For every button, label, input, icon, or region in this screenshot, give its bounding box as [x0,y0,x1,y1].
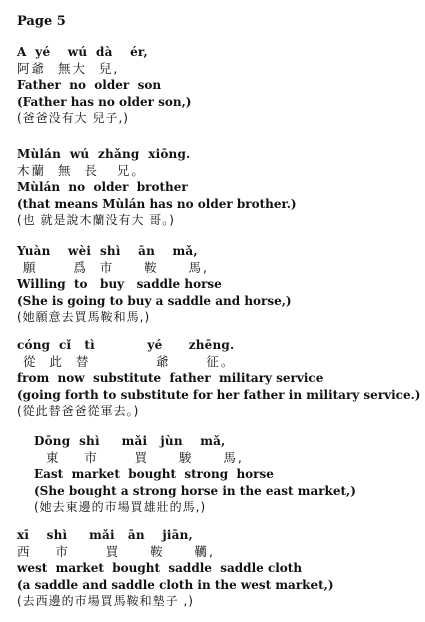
pinyin-line: Dōng shì mǎi jùn mǎ, [34,434,226,448]
chinese-paraphrase-line: (去西邊的市場買馬鞍和墊子 ,) [17,594,194,608]
hanzi-line: 東 市 買 駿 馬, [34,449,244,465]
chinese-paraphrase-line: (從此替爸爸從軍去。) [17,404,140,418]
translation-line: (She is going to buy a saddle and horse,) [17,293,292,308]
page-number: Page 5 [17,14,66,29]
pinyin-line: xī shì mǎi ān jiān, [17,528,193,542]
stanza-2 [17,146,417,229]
chinese-paraphrase-line: (也 就是說木蘭没有大 哥。) [17,213,175,227]
chinese-paraphrase-line: (她願意去買馬鞍和馬,) [17,310,151,324]
stanza-1 [17,44,417,127]
english-gloss-line: west market bought saddle saddle cloth [17,561,303,575]
pinyin-line: cóng cǐ tì yé zhēng. [17,338,235,352]
chinese-paraphrase-line: (她去東邊的市場買雄壯的馬,) [34,500,207,514]
hanzi-line: 西 市 買 鞍 韉, [17,543,215,559]
hanzi-line: 願 爲 市 鞍 馬, [17,259,209,275]
translation-line: (going forth to substitute for her father in military service.) [17,387,421,402]
english-gloss-line: East market bought strong horse [34,467,274,481]
translation-line: (that means Mùlán has no older brother.) [17,196,297,211]
pinyin-line: Mùlán wú zhǎng xiōng. [17,147,191,161]
pinyin-line: A yé wú dà ér, [17,45,148,59]
translation-line: (a saddle and saddle cloth in the west market,) [17,577,334,592]
pinyin-line: Yuàn wèi shì ān mǎ, [17,244,198,258]
hanzi-line: 阿爺 無大 兒, [17,60,120,76]
stanza-3 [17,243,417,326]
english-gloss-line: Mùlán no older brother [17,180,188,194]
translation-line: (She bought a strong horse in the east market,) [34,483,356,498]
hanzi-line: 木蘭 無 長 兄。 [17,162,146,178]
stanza-5 [34,433,425,516]
chinese-paraphrase-line: (爸爸没有大 兒子,) [17,111,129,125]
hanzi-line: 從 此 替 爺 征。 [17,353,236,369]
english-gloss-line: Father no older son [17,78,162,92]
english-gloss-line: Willing to buy saddle horse [17,277,222,291]
stanza-6 [17,527,417,610]
translation-line: (Father has no older son,) [17,94,192,109]
stanza-4 [17,337,421,420]
english-gloss-line: from now substitute father military service [17,371,324,385]
